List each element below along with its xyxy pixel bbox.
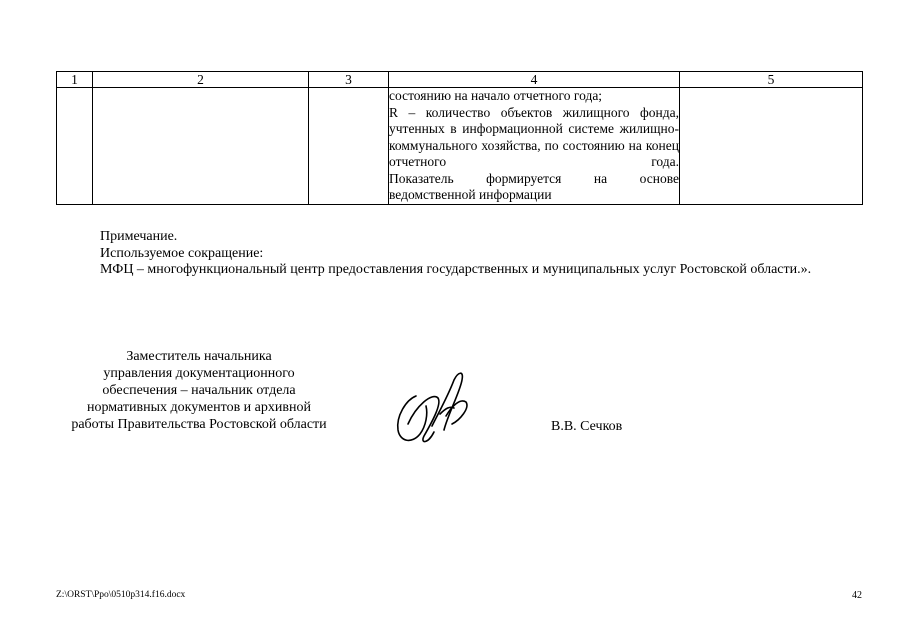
signatory-name: В.В. Сечков xyxy=(551,419,623,434)
page-number: 42 xyxy=(852,590,862,601)
table-cell-col1 xyxy=(57,88,93,205)
column-header-4: 4 xyxy=(389,72,680,88)
position-line-5: работы Правительства Ростовской области xyxy=(71,417,327,432)
handwritten-signature-icon xyxy=(388,366,478,448)
table-header-row xyxy=(57,72,863,88)
cell-paragraph-2: R – количество объектов жилищного фонда, учтенных в информационной системе жилищно-коммунального хозяйства, по состоянию на конец отчетного года. xyxy=(389,104,679,169)
cell-paragraph-1: состоянию на начало отчетного года; xyxy=(389,88,603,103)
position-line-2: управления документационного xyxy=(103,366,295,381)
indicator-table xyxy=(56,71,863,205)
note-title: Примечание. xyxy=(100,229,178,244)
abbreviation-heading: Используемое сокращение: xyxy=(100,245,264,261)
table-cell-col4 xyxy=(389,88,680,205)
position-line-4: нормативных документов и архивной xyxy=(87,400,311,415)
column-header-3: 3 xyxy=(309,72,389,88)
table-cell-col2 xyxy=(93,88,309,205)
note-section xyxy=(56,229,861,279)
abbreviation-text: МФЦ – многофункциональный центр предоставления государственных и муниципальных услуг Ростовской области.». xyxy=(100,262,812,277)
position-line-3: обеспечения – начальник отдела xyxy=(102,383,296,398)
table-cell-col3 xyxy=(309,88,389,205)
file-path: Z:\ORST\Ppo\0510p314.f16.docx xyxy=(56,590,186,600)
cell-paragraph-3: Показатель формируется на основе ведомственной информации xyxy=(389,170,679,202)
table-cell-col5 xyxy=(680,88,863,205)
signatory-position xyxy=(56,348,342,433)
table-row xyxy=(57,88,863,205)
column-header-5: 5 xyxy=(680,72,863,88)
column-header-1: 1 xyxy=(57,72,93,88)
column-header-2: 2 xyxy=(93,72,309,88)
position-line-1: Заместитель начальника xyxy=(126,349,272,364)
